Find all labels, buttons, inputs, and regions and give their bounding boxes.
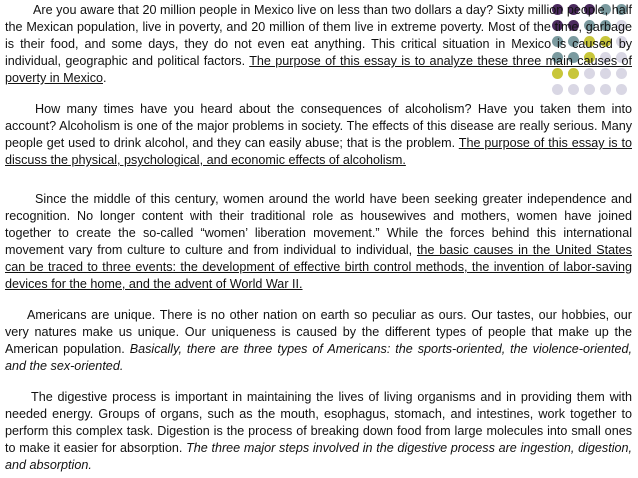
paragraph-alcoholism — [5, 101, 632, 169]
paragraph-text: How many times have you heard about the consequences of alcoholism? Have you taken them into account? Alcoholism is one of the major problems in society. The effects of this disease are really serious. Many people get used to drink alcohol, and they can easily abuse; that is the problem. — [5, 102, 632, 150]
paragraph-poverty-mexico — [5, 2, 632, 87]
thesis-statement: The purpose of this essay is to analyze these three main causes of poverty in Mexico — [5, 54, 632, 85]
document-body — [5, 2, 632, 474]
paragraph-text: The digestive process is important in maintaining the lives of living organisms and in providing them with needed energy. Groups of organs, such as the mouth, esophagus, stomach, and intestines, work together to perform this complex task. Digestion is the process of breaking down food from large molecules into small ones to make it easier for absorption. — [5, 390, 632, 455]
paragraph-text: Since the middle of this century, women around the world have been seeking greater independence and recognition. No longer content with their traditional role as housewives and mothers, women have joined together to create the so-called “women’ liberation movement.” While the forces behind this international movement vary from culture to culture and from individual to individual, — [5, 192, 632, 257]
paragraph-tail: . — [103, 71, 107, 85]
thesis-statement: Basically, there are three types of Americans: the sports-oriented, the violence-oriented, and the sex-oriented. — [5, 342, 633, 373]
thesis-statement: The three major steps involved in the digestive process are ingestion, digestion, and absorption. — [5, 441, 633, 472]
paragraph-text: Americans are unique. There is no other nation on earth so peculiar as ours. Our tastes, our hobbies, our very natures make us unique. Our uniqueness is caused by the different types of people that make up the American population. — [5, 308, 632, 356]
paragraph-womens-liberation — [5, 191, 632, 293]
thesis-statement: the basic causes in the United States can be traced to three events: the development of effective birth control methods, the invention of labor-saving devices for the home, and the advent of World War II. — [5, 243, 632, 291]
paragraph-digestion — [5, 389, 632, 474]
paragraph-americans — [5, 307, 632, 375]
paragraph-text: Are you aware that 20 million people in Mexico live on less than two dollars a day? Sixty million people, half the Mexican population, live in poverty, and 20 million of them live in extreme poverty. Most of the time, garbage is their food, and some days, they do not even eat anything. This critical situation in Mexico is caused by individual, geographic and political factors. — [5, 3, 632, 68]
thesis-statement: The purpose of this essay is to discuss the physical, psychological, and economic effects of alcoholism. — [5, 136, 632, 167]
